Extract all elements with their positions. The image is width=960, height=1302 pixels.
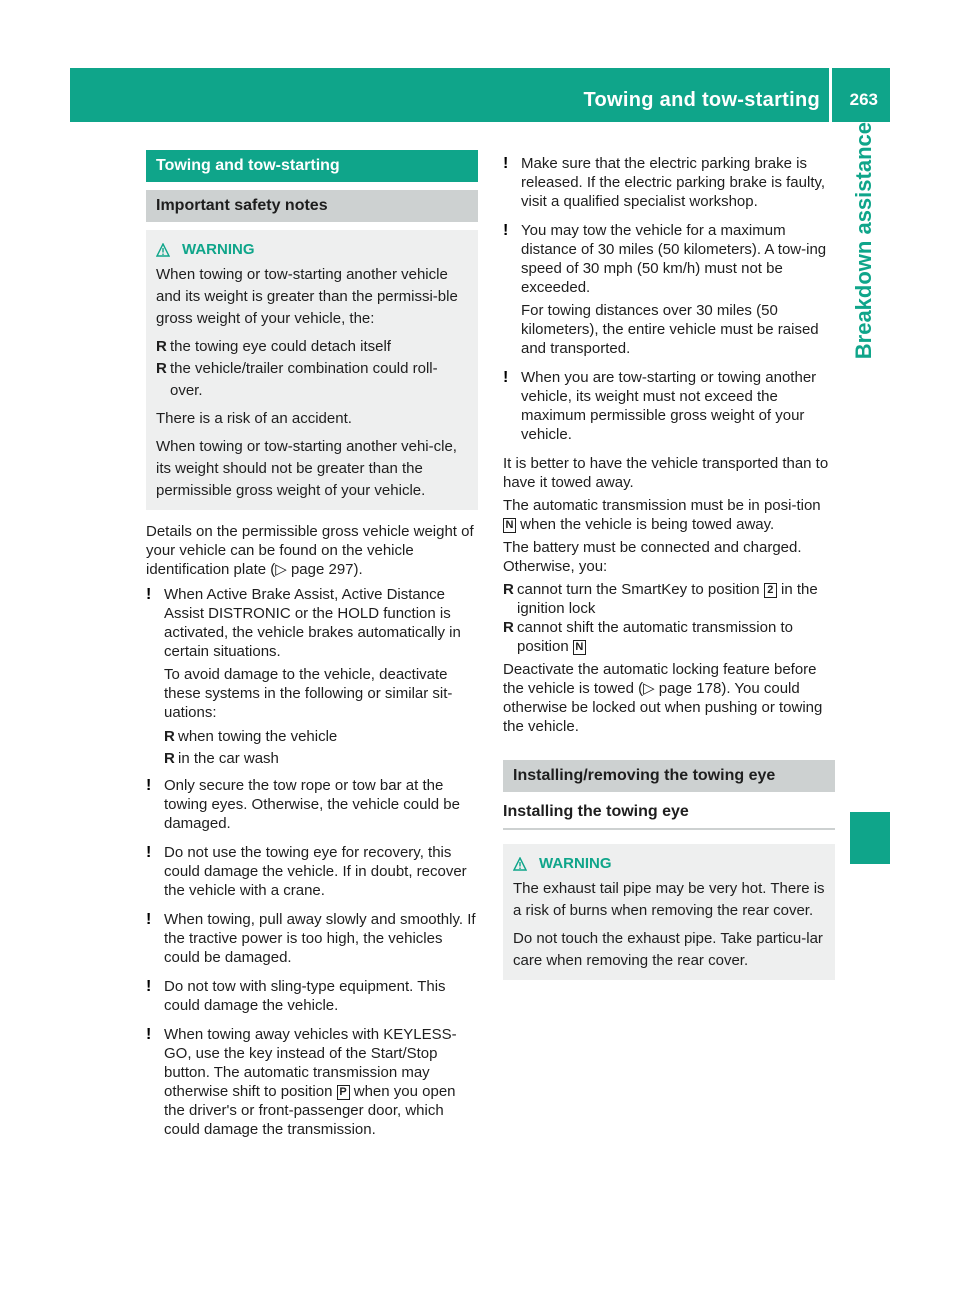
warning-box bbox=[503, 844, 835, 980]
bullet-text bbox=[517, 580, 835, 618]
side-tab-label: Breakdown assistance bbox=[851, 122, 876, 360]
exclamation-icon: ! bbox=[146, 911, 152, 928]
warning-heading bbox=[156, 240, 468, 260]
subsection-title: Important safety notes bbox=[146, 190, 478, 222]
exclamation-icon: ! bbox=[146, 844, 152, 861]
note-text-part: When towing away vehicles with KEYLESS-GO, use the key instead of the Start/Stop button. The automatic transmission may otherwise shift to position bbox=[164, 1026, 457, 1100]
bullet-icon: R bbox=[503, 581, 514, 598]
subsection-subtitle: Installing the towing eye bbox=[503, 802, 835, 830]
body-paragraph: The battery must be connected and charged. Otherwise, you: bbox=[503, 539, 802, 575]
bullet-icon: R bbox=[164, 728, 175, 745]
warning-label: WARNING bbox=[182, 241, 255, 258]
warning-triangle-icon bbox=[156, 243, 170, 257]
bullet-text: in the car wash bbox=[178, 750, 279, 767]
bullet-text: the towing eye could detach itself bbox=[170, 338, 391, 355]
note-item bbox=[503, 154, 835, 215]
body-paragraph bbox=[503, 496, 835, 534]
bullet-text-part: cannot turn the SmartKey to position bbox=[517, 581, 764, 598]
note-item bbox=[146, 585, 478, 770]
bullet-item bbox=[164, 748, 478, 770]
bullet-icon: R bbox=[164, 750, 175, 767]
page-number: 263 bbox=[849, 90, 878, 109]
bullet-item bbox=[503, 618, 835, 656]
bullet-item bbox=[503, 580, 835, 618]
bullet-text bbox=[517, 618, 835, 656]
note-item bbox=[146, 776, 478, 837]
bullet-text-part: cannot shift the automatic transmission to position bbox=[517, 619, 793, 655]
note-item bbox=[146, 977, 478, 1019]
side-tab bbox=[838, 122, 890, 802]
note-item bbox=[146, 1025, 478, 1143]
note-text bbox=[164, 1025, 478, 1139]
side-tab-marker bbox=[850, 812, 890, 864]
bullet-icon: R bbox=[156, 338, 167, 355]
bullet-item bbox=[156, 358, 468, 402]
note-text: Make sure that the electric parking brake is released. If the electric parking brake is faulty, visit a qualified specialist workshop. bbox=[521, 155, 826, 210]
section-title: Towing and tow-starting bbox=[146, 150, 478, 182]
note-text: When Active Brake Assist, Active Distance Assist DISTRONIC or the HOLD function is activated, the vehicle brakes automatically in certain situations. bbox=[164, 586, 461, 660]
body-text-part: The automatic transmission must be in posi-tion bbox=[503, 497, 821, 514]
exclamation-icon: ! bbox=[146, 586, 152, 603]
warning-heading bbox=[513, 854, 825, 874]
exclamation-icon: ! bbox=[146, 777, 152, 794]
note-text-part: when you open the driver's or front-passenger door, which could damage the transmission. bbox=[164, 1083, 456, 1138]
exclamation-icon: ! bbox=[503, 369, 509, 386]
key-position-2-icon: 2 bbox=[764, 583, 777, 598]
note-text: You may tow the vehicle for a maximum distance of 30 miles (50 kilometers). A tow-ing speed of 30 mph (50 km/h) must not be exceeded. bbox=[521, 222, 827, 296]
warning-box bbox=[146, 230, 478, 510]
exclamation-icon: ! bbox=[146, 978, 152, 995]
header-divider bbox=[829, 68, 832, 122]
bullet-text: when towing the vehicle bbox=[178, 728, 338, 745]
bullet-icon: R bbox=[156, 360, 167, 377]
bullet-item bbox=[156, 336, 468, 358]
note-text: To avoid damage to the vehicle, deactivate these systems in the following or similar sit-uations: bbox=[164, 666, 453, 721]
left-column bbox=[146, 150, 478, 1149]
note-item bbox=[146, 910, 478, 971]
running-header-title: Towing and tow-starting bbox=[583, 89, 820, 111]
note-text: When towing, pull away slowly and smoothly. If the tractive power is too high, the vehicles could be damaged. bbox=[164, 911, 476, 966]
note-text: Do not tow with sling-type equipment. This could damage the vehicle. bbox=[164, 978, 446, 1014]
warning-text: When towing or tow-starting another vehicle and its weight is greater than the permissi-ble gross weight of your vehicle, the: bbox=[156, 266, 458, 327]
bullet-icon: R bbox=[503, 619, 514, 636]
exclamation-icon: ! bbox=[503, 222, 509, 239]
warning-text: The exhaust tail pipe may be very hot. There is a risk of burns when removing the rear cover. bbox=[513, 880, 825, 919]
note-text: Do not use the towing eye for recovery, this could damage the vehicle. If in doubt, recover the vehicle with a crane. bbox=[164, 844, 467, 899]
gear-position-p-icon: P bbox=[337, 1085, 350, 1100]
bullet-text-part: in the ignition lock bbox=[517, 581, 818, 617]
warning-text: Do not touch the exhaust pipe. Take particu-lar care when removing the rear cover. bbox=[513, 930, 823, 969]
warning-text: There is a risk of an accident. bbox=[156, 410, 352, 427]
note-item bbox=[503, 368, 835, 448]
note-text: For towing distances over 30 miles (50 kilometers), the entire vehicle must be raised and transported. bbox=[521, 302, 819, 357]
body-paragraph: It is better to have the vehicle transported than to have it towed away. bbox=[503, 455, 829, 491]
note-item bbox=[146, 843, 478, 904]
running-header bbox=[70, 68, 890, 122]
note-item bbox=[503, 221, 835, 362]
body-paragraph: Details on the permissible gross vehicle weight of your vehicle can be found on the vehicle identification plate (▷ page 297). bbox=[146, 523, 474, 578]
gear-position-n-icon: N bbox=[573, 640, 586, 655]
body-text-part: when the vehicle is being towed away. bbox=[516, 516, 775, 533]
warning-label: WARNING bbox=[539, 855, 612, 872]
subsection-title: Installing/removing the towing eye bbox=[503, 760, 835, 792]
warning-text: When towing or tow-starting another vehi-cle, its weight should not be greater than the permissible gross weight of your vehicle. bbox=[156, 438, 457, 499]
exclamation-icon: ! bbox=[146, 1026, 152, 1043]
gear-position-n-icon: N bbox=[503, 518, 516, 533]
bullet-item bbox=[164, 726, 478, 748]
note-text: Only secure the tow rope or tow bar at the towing eyes. Otherwise, the vehicle could be damaged. bbox=[164, 777, 460, 832]
note-text: When you are tow-starting or towing another vehicle, its weight must not exceed the maximum permissible gross weight of your vehicle. bbox=[521, 369, 817, 443]
body-paragraph: Deactivate the automatic locking feature before the vehicle is towed (▷ page 178). You could otherwise be locked out when pushing or towing the vehicle. bbox=[503, 661, 823, 735]
exclamation-icon: ! bbox=[503, 155, 509, 172]
warning-triangle-icon bbox=[513, 857, 527, 871]
bullet-text: the vehicle/trailer combination could roll-over. bbox=[170, 360, 438, 399]
right-column bbox=[503, 150, 835, 980]
